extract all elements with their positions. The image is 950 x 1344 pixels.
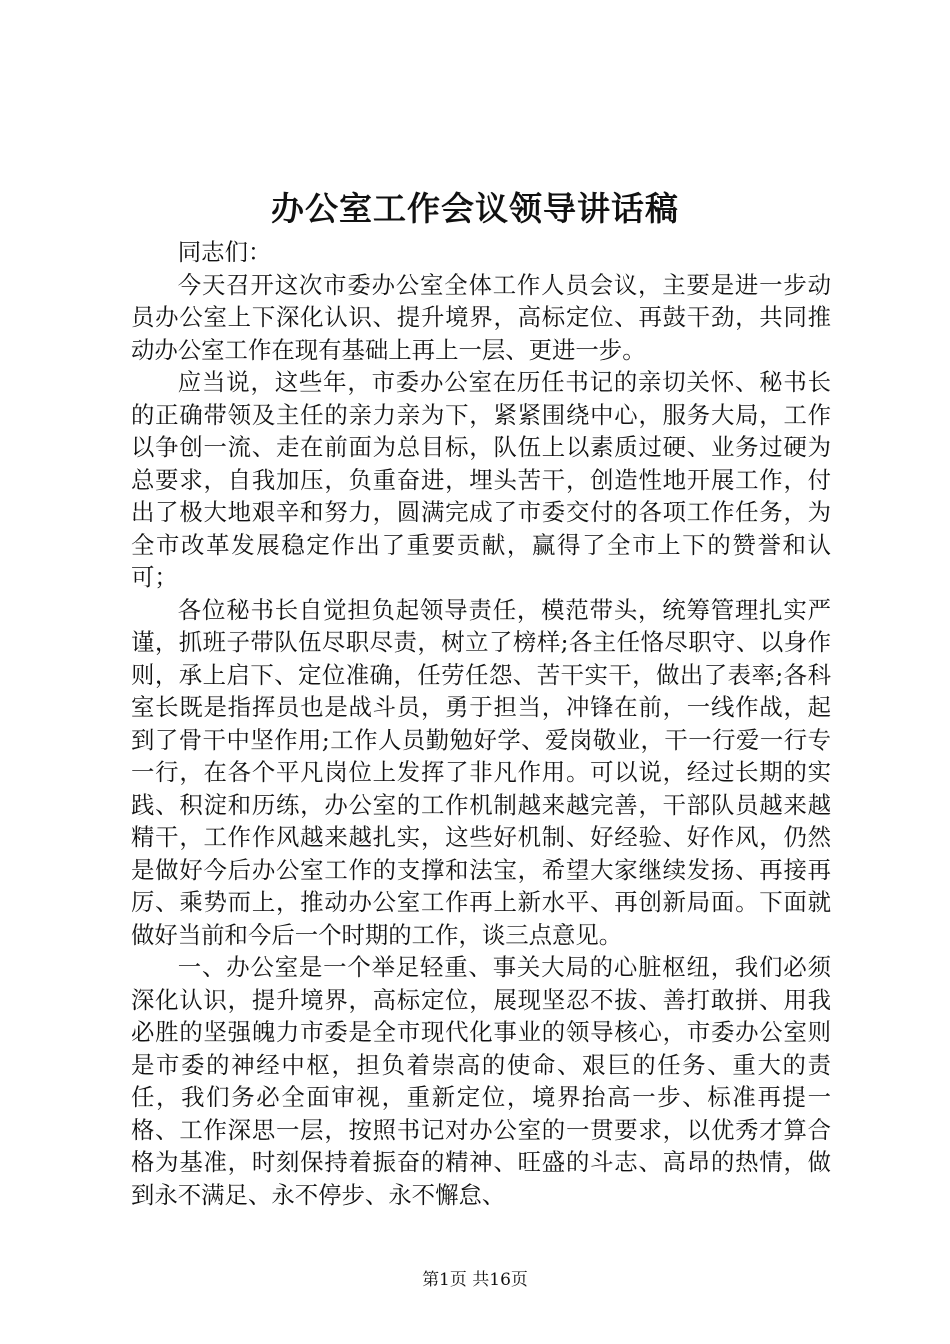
- salutation-paragraph: 同志们：: [177, 238, 272, 266]
- page-footer: 第1页 共16页: [422, 1270, 528, 1290]
- body-paragraph: 应当说，这些年，市委办公室在历任书记的亲切关怀、秘书长的正确带领及主任的亲力亲为下，紧紧围绕中心，服务大局，工作以争创一流、走在前面为总目标，队伍上以素质过硬、业务过硬为总要求，自我加压，负重奋进，埋头苦干，创造性地开展工作，付出了极大地艰辛和努力，圆满完成了市委交付的各项工作任务，为全市改革发展稳定作出了重要贡献，赢得了全市上下的赞誉和认可；: [131, 368, 831, 591]
- body-paragraph: 各位秘书长自觉担负起领导责任，模范带头，统筹管理扎实严谨，抓班子带队伍尽职尽责，树立了榜样;各主任恪尽职守、以身作则，承上启下、定位准确，任劳任怨、苦干实干，做出了表率;各科室长既是指挥员也是战斗员，勇于担当，冲锋在前，一线作战，起到了骨干中坚作用;工作人员勤勉好学、爱岗敬业，干一行爱一行专一行，在各个平凡岗位上发挥了非凡作用。可以说，经过长期的实践、积淀和历练，办公室的工作机制越来越完善，干部队员越来越精干，工作作风越来越扎实，这些好机制、好经验、好作风，仍然是做好今后办公室工作的支撑和法宝，希望大家继续发扬、再接再厉、乘势而上，推动办公室工作再上新水平、再创新局面。下面就做好当前和今后一个时期的工作，谈三点意见。: [131, 595, 831, 949]
- document-title: 办公室工作会议领导讲话稿: [271, 189, 679, 228]
- body-paragraph: 今天召开这次市委办公室全体工作人员会议，主要是进一步动员办公室上下深化认识、提升境界，高标定位、再鼓干劲，共同推动办公室工作在现有基础上再上一层、更进一步。: [131, 270, 831, 364]
- document-body: [131, 236, 831, 1211]
- body-paragraph: 一、办公室是一个举足轻重、事关大局的心脏枢纽，我们必须深化认识，提升境界，高标定位，展现坚忍不拔、善打敢拼、用我必胜的坚强魄力市委是全市现代化事业的领导核心，市委办公室则是市委的神经中枢，担负着崇高的使命、艰巨的任务、重大的责任，我们务必全面审视，重新定位，境界抬高一步、标准再提一格、工作深思一层，按照书记对办公室的一贯要求，以优秀才算合格为基准，时刻保持着振奋的精神、旺盛的斗志、高昂的热情，做到永不满足、永不停步、永不懈怠、: [131, 953, 831, 1209]
